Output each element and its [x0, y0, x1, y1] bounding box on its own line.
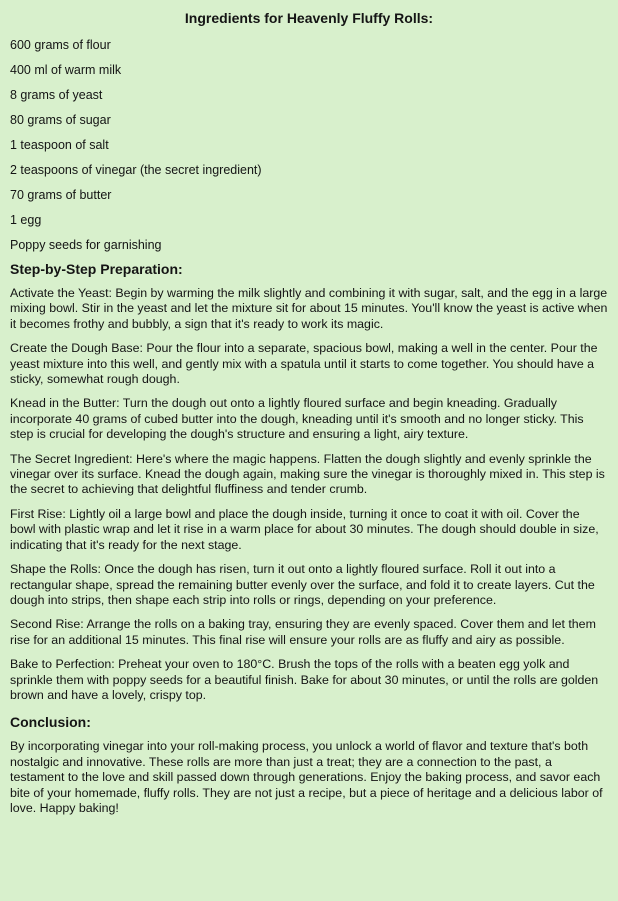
step-paragraph: The Secret Ingredient: Here's where the magic happens. Flatten the dough slightly and evenly sprinkle the vinegar over its surface. Knead the dough again, making sure the vinegar is thoroughly mixed in. This step is the secret to achieving that delightful fluffiness and tender crumb. — [10, 451, 605, 497]
step-paragraph: Knead in the Butter: Turn the dough out onto a lightly floured surface and begin kneading. Gradually incorporate 40 grams of cubed butter into the dough, kneading until it's smooth and no longer sticky. This step is crucial for developing the dough's structure and ensuring a light, airy texture. — [10, 396, 584, 442]
step-paragraph: Activate the Yeast: Begin by warming the milk slightly and combining it with sugar, salt, and the egg in a large mixing bowl. Stir in the yeast and let the mixture sit for about 15 minutes. You'll know the yeast is active when it becomes frothy and bubbly, a sign that it's ready to work its magic. — [10, 286, 608, 331]
ingredient-item: 400 ml of warm milk — [10, 63, 122, 77]
ingredient-item: 80 grams of sugar — [10, 113, 111, 127]
ingredient-item: 600 grams of flour — [10, 38, 111, 52]
step-paragraph: Create the Dough Base: Pour the flour into a separate, spacious bowl, making a well in the center. Pour the yeast mixture into this well, and gently mix with a spatula until it starts to come together. You should have a sticky, somewhat rough dough. — [10, 341, 598, 387]
step-paragraph: Bake to Perfection: Preheat your oven to 180°C. Brush the tops of the rolls with a beaten egg yolk and sprinkle them with poppy seeds for a beautiful finish. Bake for about 30 minutes, or until the rolls are golden brown and have a lovely, crispy top. — [10, 657, 599, 702]
ingredients-list — [10, 33, 608, 258]
steps-heading: Step-by-Step Preparation: — [10, 261, 183, 277]
step-paragraph: Shape the Rolls: Once the dough has risen, turn it out onto a lightly floured surface. Roll it out into a rectangular shape, spread the remaining butter evenly over the surface, and fold it to create layers. Cut the dough into strips, then shape each strip into rolls or rings, depending on your preference. — [10, 562, 595, 607]
steps-list — [10, 286, 608, 703]
ingredient-item: Poppy seeds for garnishing — [10, 238, 162, 252]
ingredient-item: 8 grams of yeast — [10, 88, 103, 102]
step-paragraph: Second Rise: Arrange the rolls on a baking tray, ensuring they are evenly spaced. Cover them and let them rise for an additional 15 minutes. This final rise will ensure your rolls are as fluffy and airy as possible. — [10, 617, 596, 647]
document-title: Ingredients for Heavenly Fluffy Rolls: — [184, 10, 434, 26]
ingredient-item: 1 egg — [10, 213, 42, 227]
ingredient-item: 2 teaspoons of vinegar (the secret ingredient) — [10, 163, 262, 177]
ingredient-item: 70 grams of butter — [10, 188, 112, 202]
step-paragraph: First Rise: Lightly oil a large bowl and place the dough inside, turning it once to coat it with oil. Cover the bowl with plastic wrap and let it rise in a warm place for about 30 minutes. The dough should double in size, indicating that it's ready for the next stage. — [10, 506, 599, 552]
ingredient-item: 1 teaspoon of salt — [10, 138, 109, 152]
conclusion-paragraph: By incorporating vinegar into your roll-making process, you unlock a world of flavor and texture that's both nostalgic and innovative. These rolls are more than just a treat; they are a connection to the past, a testament to the love and skill passed down through generations. Enjoy the baking process, and savor each bite of your homemade, fluffy rolls. They are not just a recipe, but a piece of heritage and a delicious labor of love. Happy baking! — [10, 739, 603, 815]
conclusion-heading: Conclusion: — [10, 714, 91, 731]
